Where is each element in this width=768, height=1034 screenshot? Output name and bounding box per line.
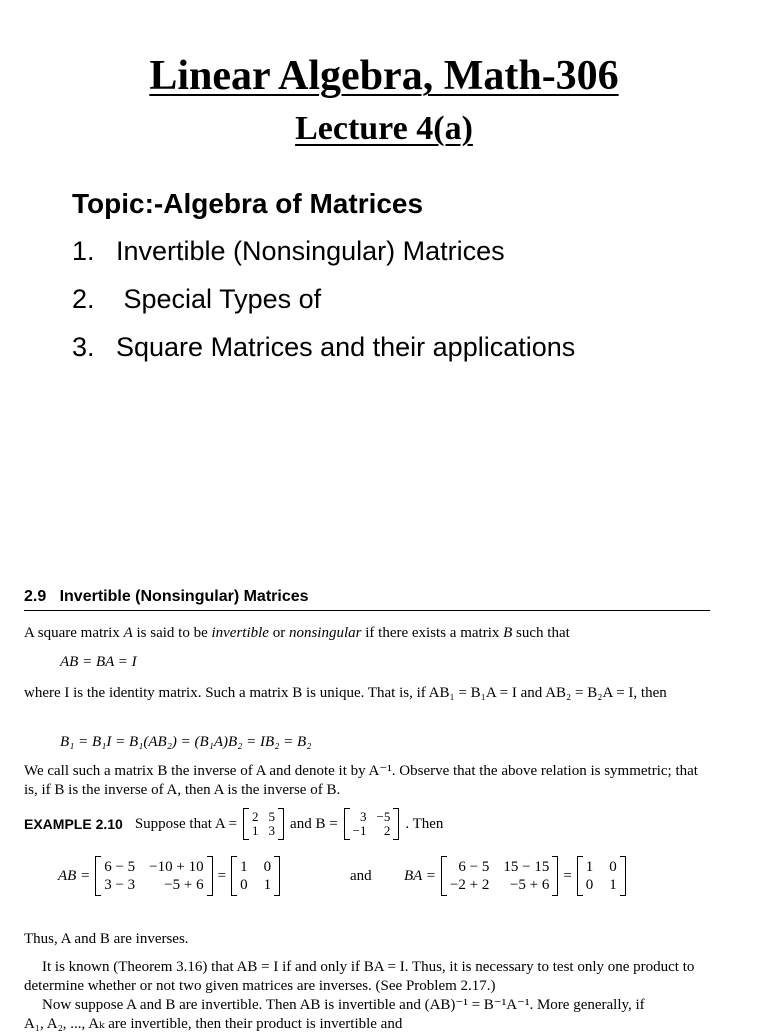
slide-title: Linear Algebra, Math-306 [149, 53, 619, 99]
matrix-a: 2 5 1 3 [243, 808, 284, 840]
topic-heading: Topic:-Algebra of Matrices [72, 188, 424, 219]
definition-paragraph: A square matrix A is said to be invertible or nonsingular if there exists a matrix B such that [24, 625, 570, 641]
and-word: and [350, 868, 372, 884]
example-line [24, 808, 443, 840]
conclusion-paragraph: Thus, A and B are inverses. [24, 931, 189, 947]
identity-matrix: 1 0 0 1 [577, 856, 626, 896]
list-text: Square Matrices and their applications [116, 332, 576, 362]
identity-matrix: 1 0 0 1 [231, 856, 280, 896]
example-text: Suppose that A = [134, 815, 238, 832]
equation-inverse-definition: AB = BA = I [60, 654, 137, 670]
theorem-paragraph: It is known (Theorem 3.16) that AB = I if and only if BA = I. Thus, it is necessary to test only one product to determine whether or not two given matrices are inverses. (See Problem 2.17.) [24, 959, 695, 994]
section-heading: 2.9 Invertible (Nonsingular) Matrices [24, 588, 309, 605]
product-paragraph: Now suppose A and B are invertible. Then AB is invertible and (AB)⁻¹ = B⁻¹A⁻¹. More generally, if [42, 997, 645, 1013]
list-text: Special Types of [116, 284, 322, 314]
list-item [72, 236, 505, 267]
example-label: EXAMPLE 2.10 [24, 816, 123, 832]
list-item [72, 284, 321, 315]
product-paragraph-continued: A₁, A₂, ..., Aₖ are invertible, then their product is invertible and [24, 1016, 403, 1032]
section-rule [24, 610, 710, 611]
equation-uniqueness: B₁ = B₁I = B₁(AB₂) = (B₁A)B₂ = IB₂ = B₂ [60, 734, 312, 750]
ba-work-matrix: 6 − 5 15 − 15 −2 + 2 −5 + 6 [441, 856, 558, 896]
list-text: Invertible (Nonsingular) Matrices [116, 236, 505, 266]
example-text: . Then [405, 815, 444, 832]
ba-product: BA = 6 − 5 15 − 15 −2 + 2 −5 + 6 = 1 0 0 1 [404, 856, 626, 896]
list-number: 2. [72, 284, 95, 314]
inverse-paragraph: We call such a matrix B the inverse of A and denote it by A⁻¹. Observe that the above relation is symmetric; that is, if B is the inverse of A, then A is the inverse of B. [24, 763, 698, 798]
list-item [72, 332, 575, 363]
ab-work-matrix: 6 − 5 −10 + 10 3 − 3 −5 + 6 [95, 856, 212, 896]
uniqueness-paragraph: where I is the identity matrix. Such a matrix B is unique. That is, if AB₁ = B₁A = I and AB₂ = B₂A = I, then [24, 685, 667, 701]
list-number: 1. [72, 236, 95, 266]
matrix-b: 3 −5 −1 2 [344, 808, 400, 840]
example-text: and B = [290, 815, 338, 832]
ab-product: AB = 6 − 5 −10 + 10 3 − 3 −5 + 6 = 1 0 0 1 [58, 856, 280, 896]
slide-subtitle: Lecture 4(a) [295, 110, 473, 147]
list-number: 3. [72, 332, 95, 362]
